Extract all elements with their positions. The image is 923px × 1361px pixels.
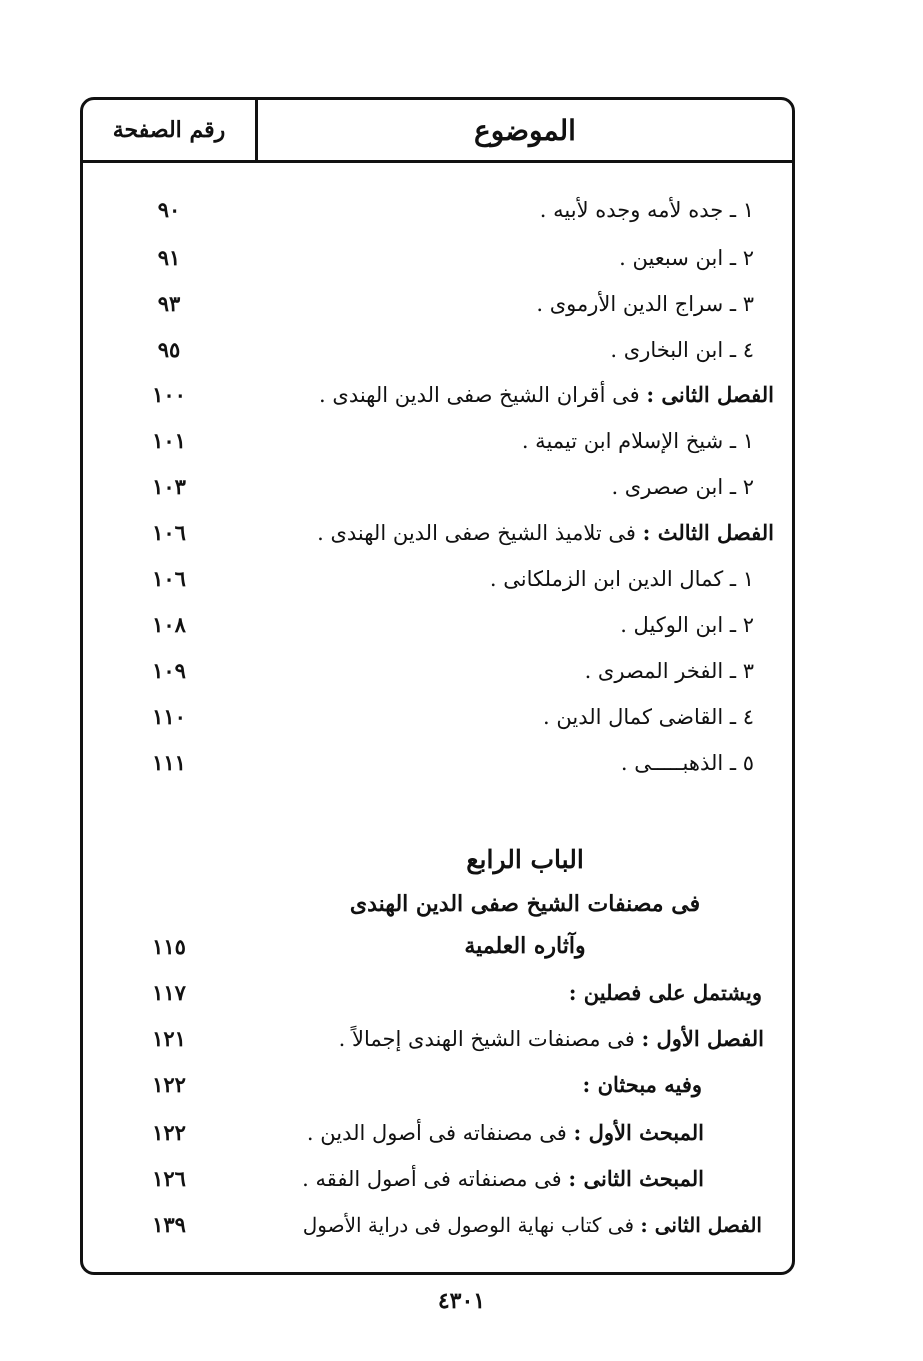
toc-topic (317, 512, 774, 554)
chapter-label: الفصل الأول : (641, 1026, 764, 1051)
toc-row (83, 650, 792, 692)
topic-column-header: الموضوع (474, 113, 576, 147)
section-title: الباب الرابع (466, 845, 584, 874)
toc-page: ١٠٦ (152, 566, 186, 591)
toc-row-chapter (83, 374, 792, 416)
section-subtitle-1: فى مصنفات الشيخ صفى الدين الهندى (349, 891, 701, 917)
toc-row (83, 420, 792, 462)
chapter-title: فى تلاميذ الشيخ صفى الدين الهندى . (317, 521, 636, 545)
page-number: ٤٣٠١ (437, 1288, 486, 1314)
toc-page: ١٠١ (152, 428, 186, 453)
toc-topic: ٢ ـ ابن سبعين . (619, 246, 754, 270)
column-divider (255, 100, 258, 162)
toc-row (83, 558, 792, 600)
toc-topic: ١ ـ كمال الدين ابن الزملكانى . (489, 567, 754, 591)
toc-topic (307, 1112, 704, 1154)
toc-page: ١٠٩ (152, 658, 186, 683)
toc-topic (339, 1018, 764, 1060)
toc-table (80, 97, 795, 1275)
toc-page: ١٠٠ (152, 382, 186, 407)
toc-topic: ٣ ـ سراج الدين الأرموى . (536, 292, 754, 316)
toc-page: ١٠٣ (152, 474, 186, 499)
section-name: فى مصنفاته فى أصول الفقه . (302, 1167, 562, 1191)
toc-page: ١٢١ (152, 1026, 186, 1051)
toc-topic: ٢ ـ ابن الوكيل . (620, 613, 754, 637)
toc-row-chapter (83, 1112, 792, 1154)
chapter-title: فى أقران الشيخ صفى الدين الهندى . (319, 383, 640, 407)
toc-row (83, 466, 792, 508)
toc-row (83, 972, 792, 1014)
toc-row (83, 283, 792, 325)
toc-row-chapter (83, 1204, 792, 1246)
page-column-header: رقم الصفحة (112, 117, 226, 143)
toc-page: ١٢٦ (152, 1166, 186, 1191)
toc-page: ٩٠ (157, 197, 181, 222)
toc-page: ١١١ (152, 750, 186, 775)
toc-page: ١٠٦ (152, 520, 186, 545)
toc-topic (319, 374, 774, 416)
chapter-label: الفصل الثانى : (640, 1213, 762, 1237)
toc-row-chapter (83, 512, 792, 554)
toc-row (83, 742, 792, 784)
toc-topic: ٣ ـ الفخر المصرى . (584, 659, 754, 683)
toc-row (83, 237, 792, 279)
toc-topic: ٢ ـ ابن صصرى . (611, 475, 754, 499)
header-divider (83, 160, 792, 163)
toc-topic: ٤ ـ ابن البخارى . (610, 338, 754, 362)
toc-page: ١١٠ (152, 704, 186, 729)
toc-page: ٩٣ (157, 291, 181, 316)
toc-page: ١٢٢ (152, 1072, 186, 1097)
toc-page: ١٣٩ (152, 1212, 186, 1237)
toc-topic (303, 1204, 762, 1246)
toc-row-chapter (83, 1018, 792, 1060)
toc-row (83, 1064, 792, 1106)
toc-topic: ٤ ـ القاضى كمال الدين . (543, 705, 754, 729)
toc-row (83, 926, 792, 968)
toc-page: ١٠٨ (152, 612, 186, 637)
toc-page: ١٢٢ (152, 1120, 186, 1145)
chapter-title: فى مصنفات الشيخ الهندى إجمالاً . (338, 1027, 635, 1051)
section-label: المبحث الأول : (573, 1120, 704, 1145)
section-label: المبحث الثانى : (568, 1166, 704, 1191)
toc-topic: ١ ـ شيخ الإسلام ابن تيمية . (521, 429, 754, 453)
toc-topic: ١ ـ جده لأمه وجده لأبيه . (539, 198, 754, 222)
section-subtitle-2: وآثاره العلمية (464, 933, 586, 959)
chapter-title: فى كتاب نهاية الوصول فى دراية الأصول (302, 1213, 635, 1237)
toc-row-chapter (83, 1158, 792, 1200)
chapter-label: الفصل الثالث : (642, 520, 774, 545)
toc-row (83, 604, 792, 646)
toc-topic: ٥ ـ الذهبـــــى . (620, 751, 754, 775)
toc-page: ٩١ (157, 245, 181, 270)
toc-page: ١١٧ (152, 980, 186, 1005)
toc-page: ١١٥ (152, 934, 186, 959)
toc-topic: وفيه مبحثان : (582, 1072, 702, 1097)
toc-row (83, 696, 792, 738)
toc-topic (302, 1158, 704, 1200)
toc-topic: ويشتمل على فصلين : (568, 980, 762, 1005)
toc-row (83, 329, 792, 371)
toc-page: ٩٥ (157, 337, 181, 362)
toc-row (83, 189, 792, 231)
chapter-label: الفصل الثانى : (646, 382, 774, 407)
section-name: فى مصنفاته فى أصول الدين . (306, 1121, 567, 1145)
